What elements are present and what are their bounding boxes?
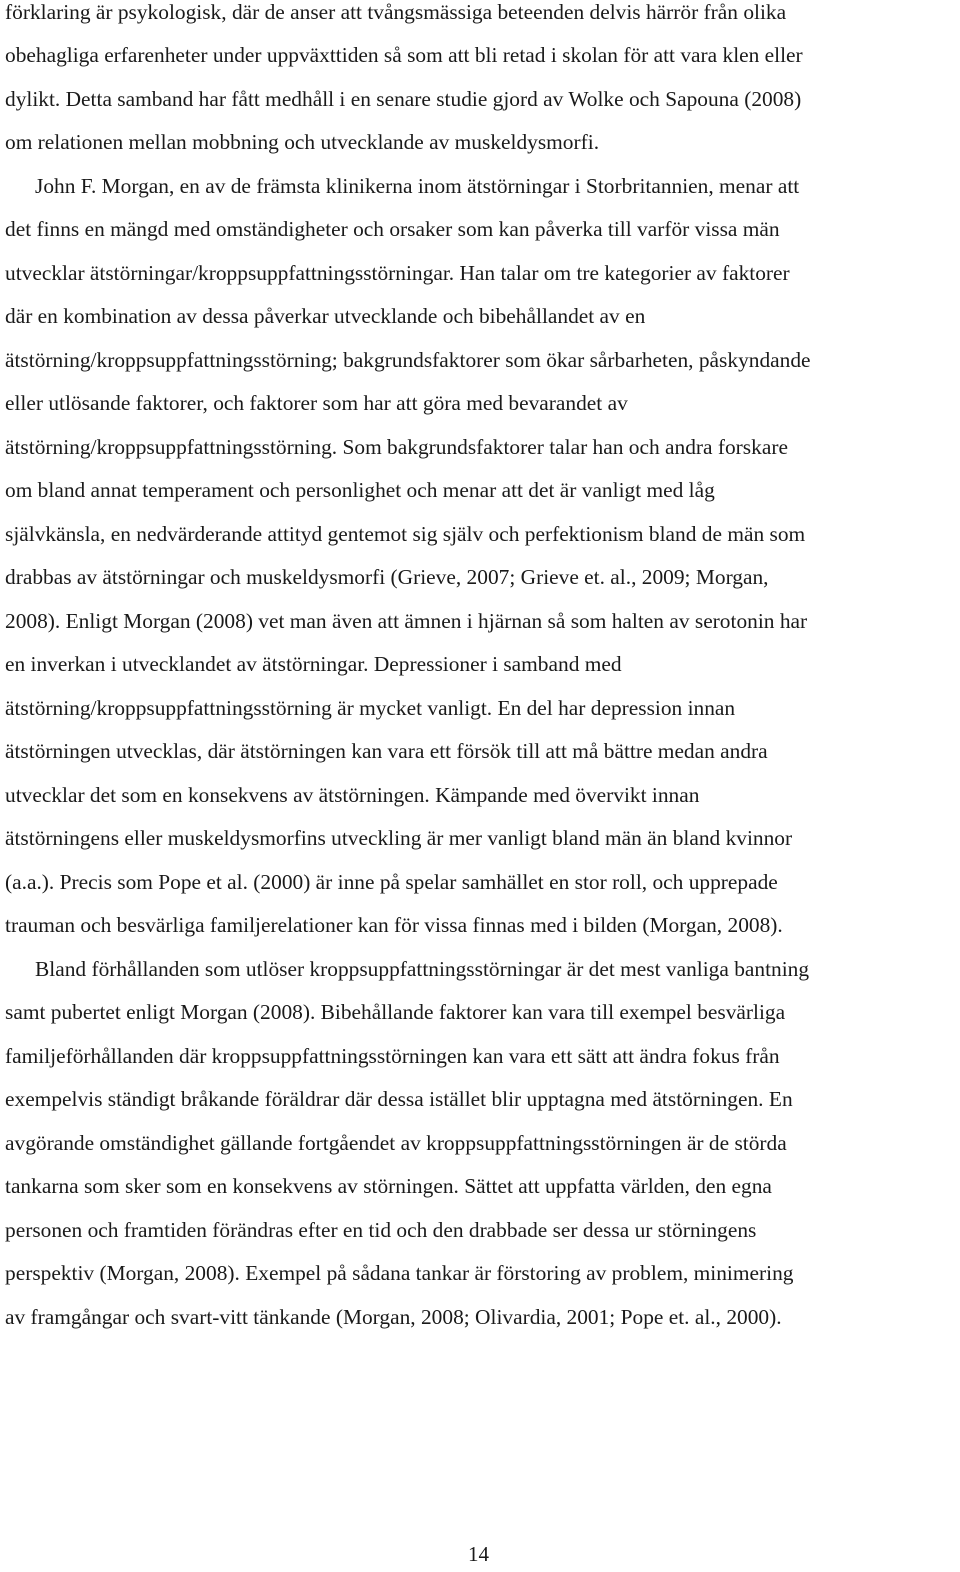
text-line: utvecklar ätstörningar/kroppsuppfattningsstörningar. Han talar om tre kategorier av faktorer xyxy=(5,261,790,285)
text-line: perspektiv (Morgan, 2008). Exempel på sådana tankar är förstoring av problem, minimering xyxy=(5,1261,794,1285)
text-line: utvecklar det som en konsekvens av ätstörningen. Kämpande med övervikt innan xyxy=(5,783,700,807)
text-line: exempelvis ständigt bråkande föräldrar där dessa istället blir upptagna med ätstörningen. En xyxy=(5,1087,793,1111)
text-line: tankarna som sker som en konsekvens av störningen. Sättet att uppfatta världen, den egna xyxy=(5,1174,772,1198)
text-line: trauman och besvärliga familjerelationer kan för vissa finnas med i bilden (Morgan, 2008). xyxy=(5,913,783,937)
text-line: ätstörning/kroppsuppfattningsstörning är mycket vanligt. En del har depression innan xyxy=(5,696,736,720)
text-line: (a.a.). Precis som Pope et al. (2000) är inne på spelar samhället en stor roll, och upprepade xyxy=(5,870,778,894)
text-line: självkänsla, en nedvärderande attityd gentemot sig själv och perfektionism bland de män som xyxy=(5,522,806,546)
text-line: samt pubertet enligt Morgan (2008). Bibehållande faktorer kan vara till exempel besvärliga xyxy=(5,1000,786,1024)
text-line: drabbas av ätstörningar och muskeldysmorfi (Grieve, 2007; Grieve et. al., 2009; Morgan, xyxy=(5,565,769,589)
text-line: familjeförhållanden där kroppsuppfattningsstörningen kan vara ett sätt att ändra fokus från xyxy=(5,1044,780,1068)
text-line: John F. Morgan, en av de främsta klinikerna inom ätstörningar i Storbritannien, menar att xyxy=(35,174,800,198)
text-line: ätstörningen utvecklas, där ätstörningen kan vara ett försök till att må bättre medan andra xyxy=(5,739,768,763)
text-line: där en kombination av dessa påverkar utvecklande och bibehållandet av en xyxy=(5,304,646,328)
text-line: av framgångar och svart-vitt tänkande (Morgan, 2008; Olivardia, 2001; Pope et. al., 2000). xyxy=(5,1305,782,1329)
text-line: ätstörningens eller muskeldysmorfins utveckling är mer vanligt bland män än bland kvinnor xyxy=(5,826,793,850)
text-line: om relationen mellan mobbning och utvecklande av muskeldysmorfi. xyxy=(5,130,600,154)
text-line: det finns en mängd med omständigheter och orsaker som kan påverka till varför vissa män xyxy=(5,217,780,241)
text-line: ätstörning/kroppsuppfattningsstörning. Som bakgrundsfaktorer talar han och andra forskare xyxy=(5,435,788,459)
page-number: 14 xyxy=(468,1542,489,1566)
text-line: dylikt. Detta samband har fått medhåll i en senare studie gjord av Wolke och Sapouna (2008) xyxy=(5,87,802,111)
text-line: eller utlösande faktorer, och faktorer som har att göra med bevarandet av xyxy=(5,391,628,415)
text-line: personen och framtiden förändras efter en tid och den drabbade ser dessa ur störningens xyxy=(5,1218,757,1242)
text-line: 2008). Enligt Morgan (2008) vet man även att ämnen i hjärnan så som halten av serotonin har xyxy=(5,609,808,633)
text-line: avgörande omständighet gällande fortgåendet av kroppsuppfattningsstörningen är de störda xyxy=(5,1131,787,1155)
text-line: Bland förhållanden som utlöser kroppsuppfattningsstörningar är det mest vanliga bantning xyxy=(35,957,810,981)
text-line: en inverkan i utvecklandet av ätstörningar. Depressioner i samband med xyxy=(5,652,622,676)
text-line: ätstörning/kroppsuppfattningsstörning; bakgrundsfaktorer som ökar sårbarheten, påskyndande xyxy=(5,348,811,372)
text-line: om bland annat temperament och personlighet och menar att det är vanligt med låg xyxy=(5,478,715,502)
text-line: förklaring är psykologisk, där de anser att tvångsmässiga beteenden delvis härrör från olika xyxy=(5,0,787,24)
text-line: obehagliga erfarenheter under uppväxttiden så som att bli retad i skolan för att vara klen eller xyxy=(5,43,803,67)
